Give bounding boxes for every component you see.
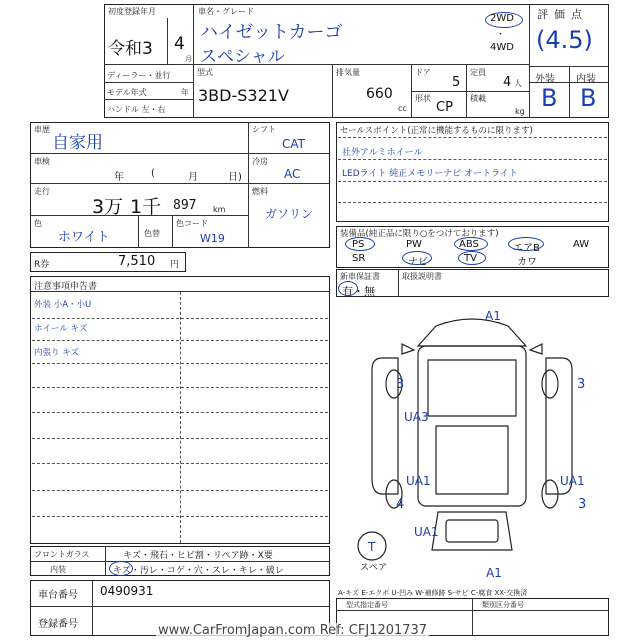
shift-label: シフト xyxy=(252,125,276,134)
mark-4: 4 xyxy=(396,497,405,512)
shaken-open: ( xyxy=(151,168,155,179)
model-year-unit: 年 xyxy=(181,88,189,97)
mark-3-lower-right: 3 xyxy=(578,497,587,512)
drive-dot: ・ xyxy=(496,30,506,40)
front-glass-value: キズ・飛石・ヒビ割・リペア跡・X要 xyxy=(123,551,273,561)
car-name-line1: ハイゼットカーゴ xyxy=(200,22,343,43)
first-reg-label: 初度登録年月 xyxy=(108,7,156,16)
equip-ps-circle xyxy=(345,237,375,251)
car-left-side xyxy=(372,358,398,494)
interior-value: B xyxy=(580,84,597,112)
mileage-man: 3万 xyxy=(92,196,124,218)
mark-ua1-right: UA1 xyxy=(560,474,585,488)
watermark: www.CarFromJapan.com Ref: CFJ1201737 xyxy=(158,623,428,638)
fuel-value: ガソリン xyxy=(265,207,314,221)
equip-airbag: エアB xyxy=(513,243,540,254)
reg-month-unit: 月 xyxy=(185,55,192,63)
front-glass-label: フロントガラス xyxy=(34,550,90,559)
car-rear-outline xyxy=(432,512,512,550)
reg-label: 登録番号 xyxy=(38,619,78,630)
drive-2wd: 2WD xyxy=(490,13,514,24)
displacement-label: 排気量 xyxy=(336,68,360,77)
color-code-value: W19 xyxy=(200,232,225,245)
mark-a1-top: A1 xyxy=(485,309,501,323)
drive-4wd: 4WD xyxy=(490,42,514,53)
recycle-unit: 円 xyxy=(170,260,180,270)
note-line1: 外装 小A・小U xyxy=(34,300,92,310)
equip-tv-circle xyxy=(458,251,486,265)
load-unit: kg xyxy=(515,107,525,116)
capacity-label: 定員 xyxy=(470,68,486,77)
mark-3-left: 3 xyxy=(396,377,405,392)
interior-cond-label: 内装 xyxy=(50,565,66,574)
color-swap-label: 色替 xyxy=(144,229,160,238)
capacity-value: 4 xyxy=(503,75,512,90)
shift-value: CAT xyxy=(282,137,305,151)
chassis-label: 車台番号 xyxy=(38,590,78,601)
equip-airbag-circle xyxy=(508,237,544,251)
wheel-front-right xyxy=(542,370,558,398)
equip-navi-circle xyxy=(402,251,432,265)
car-diagram xyxy=(336,298,609,586)
damage-legend: A-キズ E-エクボ U-凹み W-補修跡 S-サビ C-腐食 XX-交換済 xyxy=(338,589,528,597)
exterior-value: B xyxy=(541,84,558,112)
door-value: 5 xyxy=(452,75,461,90)
note-line2: ホイール キズ xyxy=(34,324,88,334)
color-label: 色 xyxy=(34,219,42,228)
equip-sr: SR xyxy=(352,253,366,264)
warranty-label: 新車保証書 xyxy=(340,272,380,281)
recycle-value: 7,510 xyxy=(118,254,156,269)
car-name-label: 車名・グレード xyxy=(198,7,254,16)
equip-abs: ABS xyxy=(459,239,479,250)
ac-label: 冷房 xyxy=(252,157,268,166)
warranty-yes-circle xyxy=(338,281,358,296)
sales-point-line2: LEDライト 純正メモリーナビ オートライト xyxy=(342,169,518,179)
recycle-box xyxy=(30,252,186,272)
shaken-month: 月 xyxy=(188,172,198,183)
dealer-label: ディーラー・並行 xyxy=(107,71,171,80)
color-value: ホワイト xyxy=(58,230,110,245)
type-label: 型式 xyxy=(197,68,213,77)
mark-ua1-left: UA1 xyxy=(406,474,431,488)
category-label: 類別区分番号 xyxy=(482,601,524,609)
mark-a1-bottom: A1 xyxy=(486,566,502,580)
grade-value: (4.5) xyxy=(536,26,593,54)
shape-value: CP xyxy=(436,100,453,115)
door-label: ドア xyxy=(415,68,431,77)
equipment-label: 装備品(純正品に限り○をつけております) xyxy=(340,229,499,239)
interior-cond-value: キズ・汚レ・コゲ・穴・スレ・キレ・破レ xyxy=(113,566,284,576)
grade-label: 評価点 xyxy=(537,8,588,21)
warranty-value: 有・無 xyxy=(342,285,375,298)
equip-tv: TV xyxy=(464,253,477,264)
displacement-unit: cc xyxy=(398,104,407,113)
note-line3: 内張り キズ xyxy=(34,348,80,358)
mark-3-right: 3 xyxy=(577,377,586,392)
car-name-line2: スペシャル xyxy=(200,47,285,67)
chassis-value: 0490931 xyxy=(100,584,154,598)
fuel-label: 燃料 xyxy=(252,187,268,196)
mileage-sen: 1千 xyxy=(130,196,162,218)
shaken-label: 車検 xyxy=(34,157,50,166)
car-front-outline xyxy=(418,319,526,346)
equip-aw: AW xyxy=(573,239,590,250)
interior-scratch-circle xyxy=(109,561,133,576)
era-value: 令和3 xyxy=(108,39,153,59)
ac-value: AC xyxy=(284,167,301,181)
equip-pw: PW xyxy=(406,239,422,250)
model-year-label: モデル年式 xyxy=(107,88,147,97)
displacement-value: 660 xyxy=(366,86,393,102)
sales-point-line1: 社外アルミホイール xyxy=(342,148,423,158)
mark-t: T xyxy=(368,540,376,554)
color-code-label: 色コード xyxy=(176,219,208,228)
mark-ua3: UA3 xyxy=(404,410,429,424)
shaken-day: 日) xyxy=(228,172,242,183)
header-box xyxy=(104,4,609,118)
notes-label: 注意事項申告書 xyxy=(34,282,98,292)
shape-label: 形状 xyxy=(415,94,431,103)
shaken-year: 年 xyxy=(114,172,124,183)
equip-leather: カワ xyxy=(517,257,537,268)
mileage-label: 走行 xyxy=(34,187,50,196)
exterior-label: 外装 xyxy=(535,74,555,85)
use-value: 自家用 xyxy=(52,133,103,153)
equip-navi: ナビ xyxy=(408,257,428,268)
handle-label: ハンドル 左・右 xyxy=(107,105,166,114)
use-label: 車歴 xyxy=(34,125,50,134)
capacity-unit: 人 xyxy=(514,79,522,88)
recycle-label: R券 xyxy=(34,260,50,270)
mark-ua1-low: UA1 xyxy=(414,525,439,539)
mark-spare: スペア xyxy=(360,563,388,573)
interior-label: 内装 xyxy=(576,74,596,85)
record-label: 取扱説明書 xyxy=(402,272,442,281)
equip-abs-circle xyxy=(454,237,488,251)
inspect-label: 型式指定番号 xyxy=(346,601,388,609)
equip-ps: PS xyxy=(352,239,365,250)
load-label: 積載 xyxy=(470,94,486,103)
sales-points-label: セールスポイント(正常に機能するものに限ります) xyxy=(340,126,533,136)
reg-month-value: 4 xyxy=(174,34,185,54)
mileage-unit: km xyxy=(213,205,226,214)
mileage-value: 897 xyxy=(173,198,197,213)
type-value: 3BD-S321V xyxy=(198,86,289,105)
